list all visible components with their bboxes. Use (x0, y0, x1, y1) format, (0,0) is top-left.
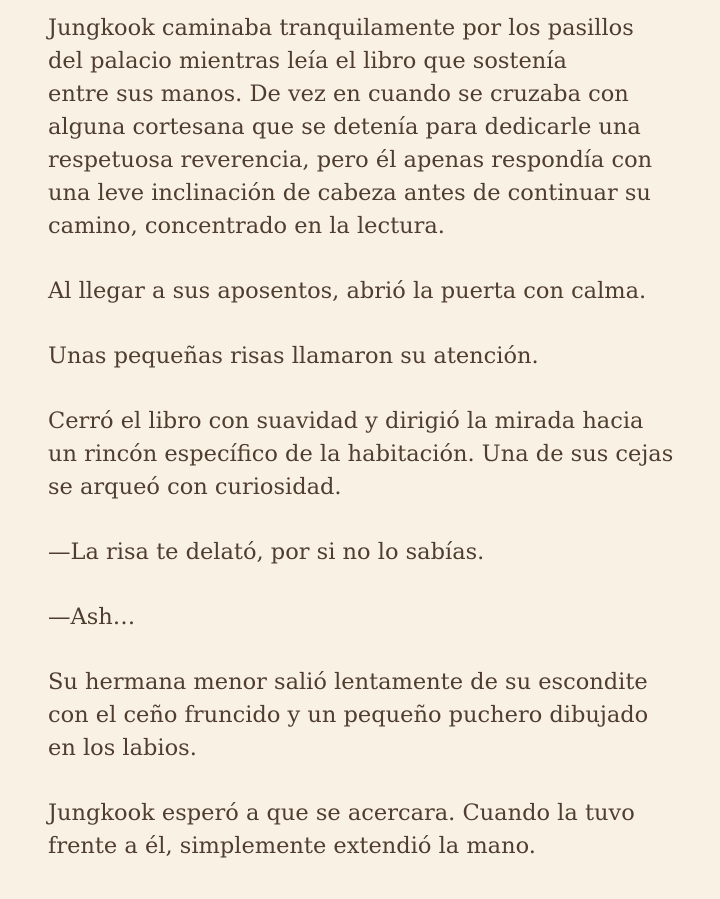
text-line: alguna cortesana que se detenía para dedicarle una (48, 114, 641, 140)
paragraph-5-dialogue (48, 536, 698, 569)
text-line: Jungkook caminaba tranquilamente por los pasillos (48, 15, 634, 41)
text-line: Jungkook esperó a que se acercara. Cuando la tuvo (48, 800, 635, 826)
paragraph-1 (48, 12, 698, 243)
text-line: camino, concentrado en la lectura. (48, 213, 445, 239)
paragraph-7 (48, 666, 698, 765)
paragraph-2 (48, 275, 698, 308)
text-line: una leve inclinación de cabeza antes de continuar su (48, 180, 651, 206)
text-line: Su hermana menor salió lentamente de su escondite (48, 669, 648, 695)
text-line: con el ceño fruncido y un pequeño puchero dibujado (48, 702, 649, 728)
text-line: respetuosa reverencia, pero él apenas respondía con (48, 147, 653, 173)
text-line: frente a él, simplemente extendió la mano. (48, 833, 536, 859)
paragraph-3 (48, 340, 698, 373)
text-line: del palacio mientras leía el libro que sostenía (48, 48, 567, 74)
reading-pane[interactable] (48, 12, 698, 895)
text-line: en los labios. (48, 735, 197, 761)
text-line: Al llegar a sus aposentos, abrió la puerta con calma. (48, 278, 647, 304)
text-line: entre sus manos. De vez en cuando se cruzaba con (48, 81, 629, 107)
text-line: un rincón específico de la habitación. Una de sus cejas (48, 441, 674, 467)
paragraph-6-dialogue (48, 601, 698, 634)
text-line: Cerró el libro con suavidad y dirigió la mirada hacia (48, 408, 644, 434)
text-line: —Ash… (48, 604, 136, 630)
text-line: se arqueó con curiosidad. (48, 474, 342, 500)
paragraph-8 (48, 797, 698, 863)
paragraph-4 (48, 405, 698, 504)
text-line: Unas pequeñas risas llamaron su atención. (48, 343, 539, 369)
text-line: —La risa te delató, por si no lo sabías. (48, 539, 485, 565)
